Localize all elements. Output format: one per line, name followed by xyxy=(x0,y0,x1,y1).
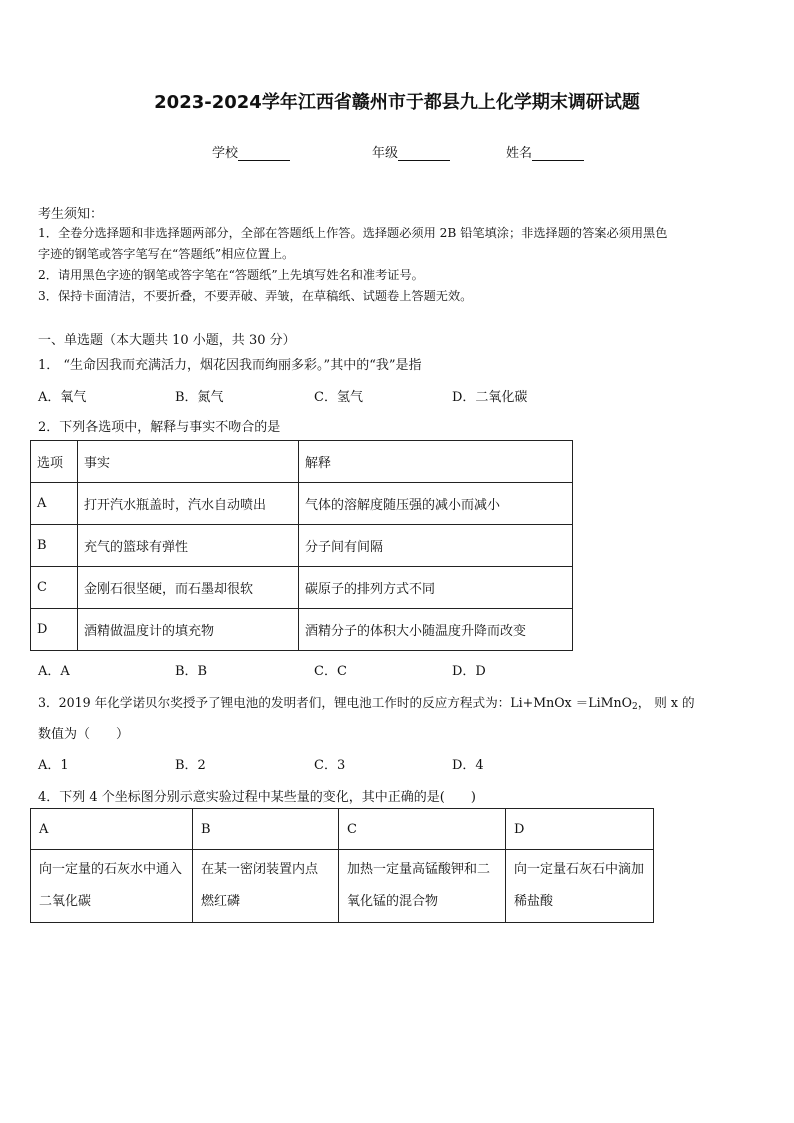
q2-option-b[interactable]: B．B xyxy=(175,664,208,679)
table-row xyxy=(31,850,654,923)
table-row xyxy=(31,609,573,651)
q3-option-a[interactable]: A．1 xyxy=(38,758,69,773)
q4-table xyxy=(30,808,654,923)
q2-stem: 2．下列各选项中，解释与事实不吻合的是 xyxy=(38,420,281,435)
table-cell: 加热一定量高锰酸钾和二氧化锰的混合物 xyxy=(339,850,506,923)
header-cell: C xyxy=(339,809,506,850)
school-field[interactable] xyxy=(212,142,290,161)
q4-stem: 4．下列 4 个坐标图分别示意实验过程中某些量的变化，其中正确的是( ) xyxy=(38,790,476,805)
q3-stem-tail: ， 则 x 的 xyxy=(637,695,695,710)
q2-option-c[interactable]: C．C xyxy=(314,664,347,679)
q1-option-c[interactable]: C．氢气 xyxy=(314,390,363,405)
table-cell: 打开汽水瓶盖时，汽水自动喷出 xyxy=(78,483,299,525)
school-label: 学校 xyxy=(212,146,239,161)
table-cell: C xyxy=(31,567,78,609)
page-title: 2023-2024学年江西省赣州市于都县九上化学期末调研试题 xyxy=(154,92,640,113)
grade-field[interactable] xyxy=(372,142,450,161)
table-cell: 金刚石很坚硬，而石墨却很软 xyxy=(78,567,299,609)
header-cell: D xyxy=(506,809,654,850)
section-heading: 一、单选题（本大题共 10 小题，共 30 分） xyxy=(38,333,296,348)
q3-option-d[interactable]: D．4 xyxy=(452,758,484,773)
name-blank[interactable] xyxy=(532,146,584,161)
school-blank[interactable] xyxy=(238,146,290,161)
grade-blank[interactable] xyxy=(398,146,450,161)
table-cell: 酒精分子的体积大小随温度升降而改变 xyxy=(299,609,573,651)
header-cell: 解释 xyxy=(299,441,573,483)
table-cell: 向一定量的石灰水中通入二氧化碳 xyxy=(31,850,193,923)
q3-option-b[interactable]: B．2 xyxy=(175,758,206,773)
q2-option-a[interactable]: A．A xyxy=(38,664,70,679)
table-cell: 分子间有间隔 xyxy=(299,525,573,567)
table-cell: A xyxy=(31,483,78,525)
notice-heading: 考生须知： xyxy=(38,207,104,222)
name-label: 姓名 xyxy=(506,146,533,161)
grade-label: 年级 xyxy=(372,146,399,161)
q3-stem-line2: 数值为（ ） xyxy=(38,727,130,742)
table-cell: 酒精做温度计的填充物 xyxy=(78,609,299,651)
q1-stem: 1． “生命因我而充满活力，烟花因我而绚丽多彩。”其中的“我”是指 xyxy=(38,358,422,373)
q2-table xyxy=(30,440,573,651)
table-cell: 在某一密闭装置内点燃红磷 xyxy=(193,850,339,923)
notice-item-3: 3．保持卡面清洁，不要折叠，不要弄破、弄皱，在草稿纸、试题卷上答题无效。 xyxy=(38,289,473,303)
q2-option-d[interactable]: D．D xyxy=(452,664,486,679)
header-cell: B xyxy=(193,809,339,850)
table-row xyxy=(31,525,573,567)
table-header-row xyxy=(31,809,654,850)
q3-subscript: 2 xyxy=(631,702,638,712)
table-cell: B xyxy=(31,525,78,567)
notice-item-1a: 1．全卷分选择题和非选择题两部分，全部在答题纸上作答。选择题必须用 2B 铅笔填涂；非选择题的答案必须用黑色 xyxy=(38,226,668,240)
q3-stem-main: 3．2019 年化学诺贝尔奖授予了锂电池的发明者们，锂电池工作时的反应方程式为：Li+MnOx ＝LiMnO xyxy=(38,695,632,710)
notice-item-1b: 字迹的钢笔或答字笔写在“答题纸”相应位置上。 xyxy=(38,247,295,261)
table-cell: 充气的篮球有弹性 xyxy=(78,525,299,567)
table-header-row xyxy=(31,441,573,483)
table-cell: 向一定量石灰石中滴加稀盐酸 xyxy=(506,850,654,923)
q3-stem xyxy=(38,692,695,712)
table-cell: D xyxy=(31,609,78,651)
header-cell: A xyxy=(31,809,193,850)
name-field[interactable] xyxy=(506,142,584,161)
q1-option-d[interactable]: D．二氧化碳 xyxy=(452,390,528,405)
notice-item-2: 2．请用黑色字迹的钢笔或答字笔在“答题纸”上先填写姓名和准考证号。 xyxy=(38,268,424,282)
table-cell: 气体的溶解度随压强的减小而减小 xyxy=(299,483,573,525)
header-cell: 选项 xyxy=(31,441,78,483)
q1-option-b[interactable]: B．氮气 xyxy=(175,390,224,405)
table-row xyxy=(31,567,573,609)
table-cell: 碳原子的排列方式不同 xyxy=(299,567,573,609)
q1-option-a[interactable]: A．氧气 xyxy=(38,390,87,405)
table-row xyxy=(31,483,573,525)
q3-option-c[interactable]: C．3 xyxy=(314,758,346,773)
header-cell: 事实 xyxy=(78,441,299,483)
